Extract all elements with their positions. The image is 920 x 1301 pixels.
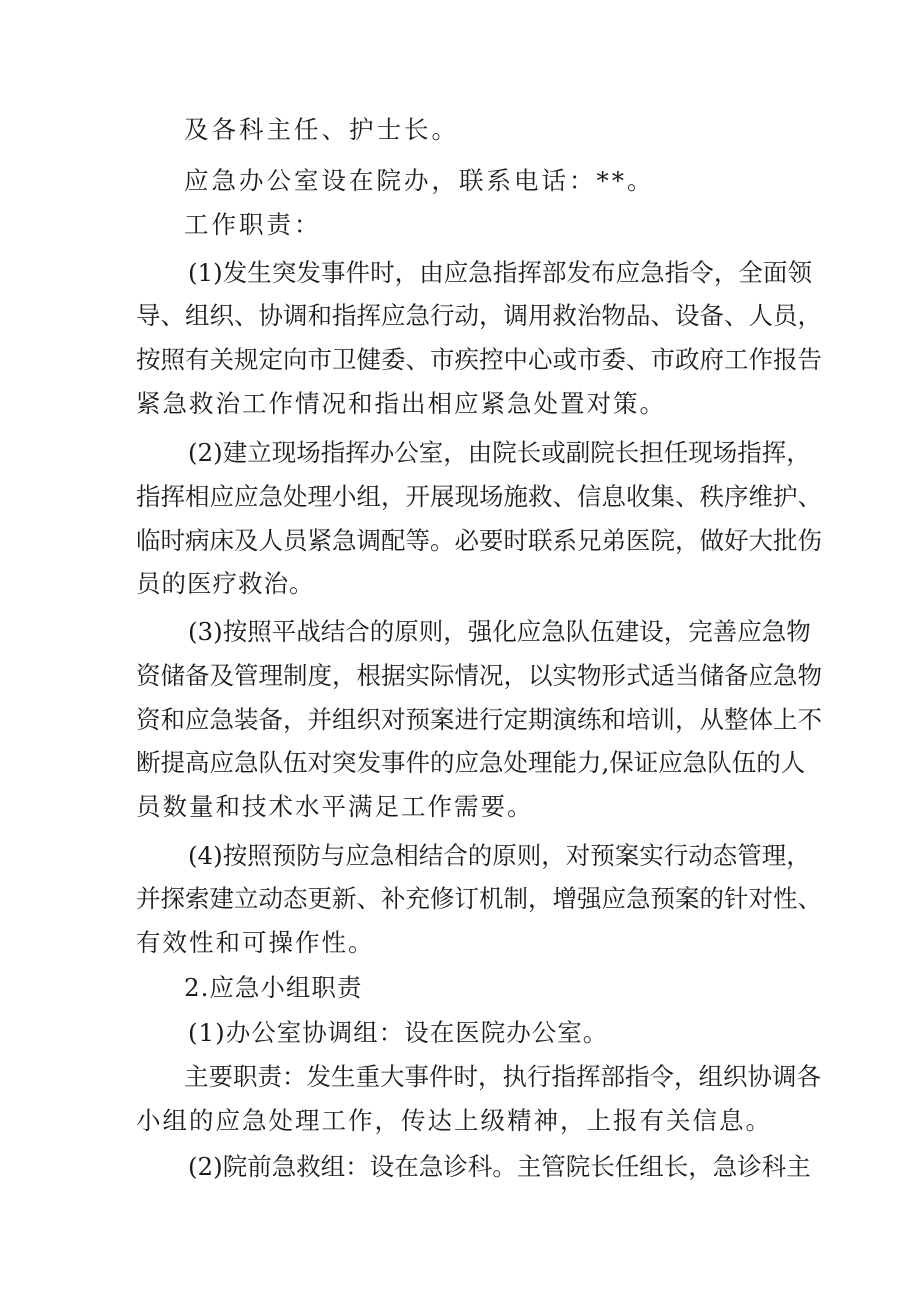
text-line-19: 有效性和可操作性。 bbox=[136, 928, 375, 957]
text-line-10: 临时病床及人员紧急调配等。必要时联系兄弟医院，做好大批伤 bbox=[136, 526, 822, 555]
text-line-12: (3)按照平战结合的原则，强化应急队伍建设，完善应急物 bbox=[188, 617, 811, 646]
text-line-9: 指挥相应应急处理小组，开展现场施救、信息收集、秩序维护、 bbox=[136, 482, 822, 511]
text-line-17: (4)按照预防与应急相结合的原则，对预案实行动态管理， bbox=[188, 841, 811, 870]
text-line-5: 导、组织、协调和指挥应急行动，调用救治物品、设备、人员， bbox=[136, 301, 822, 330]
text-line-22: 主要职责：发生重大事件时，执行指挥部指令，组织协调各 bbox=[184, 1062, 821, 1091]
text-line-21: (1)办公室协调组：设在医院办公室。 bbox=[188, 1018, 609, 1047]
text-line-3: 工作职责： bbox=[184, 210, 322, 239]
text-line-23: 小组的应急处理工作，传达上级精神，上报有关信息。 bbox=[136, 1106, 772, 1135]
text-line-2: 应急办公室设在院办，联系电话：**。 bbox=[184, 166, 655, 195]
text-line-14: 资和应急装备，并组织对预案进行定期演练和培训，从整体上不 bbox=[136, 705, 822, 734]
section-heading: 2.应急小组职责 bbox=[184, 973, 363, 1002]
text-line-1: 及各科主任、护士长。 bbox=[184, 115, 459, 144]
text-line-11: 员的医疗救治。 bbox=[136, 569, 315, 598]
text-line-16: 员数量和技术水平满足工作需要。 bbox=[136, 792, 534, 821]
text-line-13: 资储备及管理制度，根据实际情况，以实物形式适当储备应急物 bbox=[136, 661, 822, 690]
text-line-6: 按照有关规定向市卫健委、市疾控中心或市委、市政府工作报告 bbox=[136, 345, 822, 374]
text-line-4: (1)发生突发事件时，由应急指挥部发布应急指令，全面领 bbox=[188, 258, 812, 287]
text-line-15: 断提高应急队伍对突发事件的应急处理能力,保证应急队伍的人 bbox=[136, 748, 806, 777]
text-line-18: 并探索建立动态更新、补充修订机制，增强应急预案的针对性、 bbox=[136, 884, 822, 913]
text-line-8: (2)建立现场指挥办公室，由院长或副院长担任现场指挥， bbox=[188, 438, 811, 467]
text-line-24: (2)院前急救组：设在急诊科。主管院长任组长，急诊科主 bbox=[188, 1152, 811, 1181]
text-line-7: 紧急救治工作情况和指出相应紧急处置对策。 bbox=[136, 389, 666, 418]
